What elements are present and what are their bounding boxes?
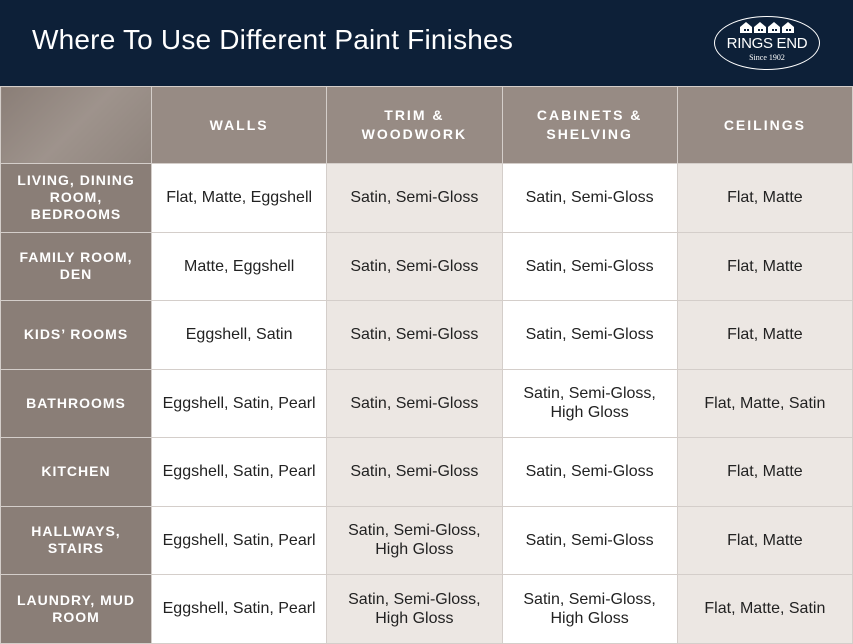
row-header: KITCHEN [1, 438, 152, 507]
table-row [1, 232, 853, 301]
table-cell: Satin, Semi-Gloss, High Gloss [327, 506, 502, 575]
table-row [1, 575, 853, 644]
logo-name: RINGS END [726, 35, 808, 52]
table-cell: Eggshell, Satin, Pearl [152, 369, 327, 438]
table-cell: Flat, Matte [677, 506, 852, 575]
row-header: LAUNDRY, MUD ROOM [1, 575, 152, 644]
row-header: BATHROOMS [1, 369, 152, 438]
page-title: Where To Use Different Paint Finishes [32, 24, 514, 55]
table-cell: Satin, Semi-Gloss [327, 232, 502, 301]
table-row [1, 369, 853, 438]
table-cell: Satin, Semi-Gloss [327, 369, 502, 438]
table-cell: Flat, Matte [677, 232, 852, 301]
table-cell: Satin, Semi-Gloss [502, 438, 677, 507]
table-cell: Eggshell, Satin [152, 301, 327, 370]
table-cell: Satin, Semi-Gloss [502, 506, 677, 575]
table-cell: Eggshell, Satin, Pearl [152, 506, 327, 575]
table-cell: Satin, Semi-Gloss [327, 438, 502, 507]
table-cell: Eggshell, Satin, Pearl [152, 438, 327, 507]
houses-icon [739, 21, 795, 34]
row-header: KIDS’ ROOMS [1, 301, 152, 370]
table-row [1, 506, 853, 575]
row-header: FAMILY ROOM, DEN [1, 232, 152, 301]
table-cell: Flat, Matte, Eggshell [152, 164, 327, 233]
logo-since: Since 1902 [749, 53, 785, 62]
table-row [1, 164, 853, 233]
table-cell: Flat, Matte [677, 438, 852, 507]
row-header: LIVING, DINING ROOM, BEDROOMS [1, 164, 152, 233]
column-header-cabinets: CABINETS & SHELVING [502, 87, 677, 164]
table-cell: Satin, Semi-Gloss, High Gloss [502, 575, 677, 644]
table-cell: Flat, Matte, Satin [677, 369, 852, 438]
table-cell: Eggshell, Satin, Pearl [152, 575, 327, 644]
table-cell: Flat, Matte, Satin [677, 575, 852, 644]
header-banner [0, 0, 853, 86]
table-cell: Satin, Semi-Gloss, High Gloss [502, 369, 677, 438]
table-cell: Flat, Matte [677, 164, 852, 233]
table-cell: Satin, Semi-Gloss [502, 232, 677, 301]
row-header: HALLWAYS, STAIRS [1, 506, 152, 575]
paint-finish-table [0, 86, 853, 644]
column-header-ceilings: CEILINGS [677, 87, 852, 164]
brand-logo [714, 16, 820, 70]
table-cell: Satin, Semi-Gloss [502, 164, 677, 233]
table-cell: Matte, Eggshell [152, 232, 327, 301]
column-header-walls: WALLS [152, 87, 327, 164]
table-row [1, 438, 853, 507]
table-cell: Satin, Semi-Gloss, High Gloss [327, 575, 502, 644]
table-cell: Satin, Semi-Gloss [327, 301, 502, 370]
table-cell: Satin, Semi-Gloss [502, 301, 677, 370]
table-cell: Satin, Semi-Gloss [327, 164, 502, 233]
column-header-row [1, 87, 853, 164]
column-header-trim: TRIM & WOODWORK [327, 87, 502, 164]
table-row [1, 301, 853, 370]
corner-cell [1, 87, 152, 164]
table-cell: Flat, Matte [677, 301, 852, 370]
